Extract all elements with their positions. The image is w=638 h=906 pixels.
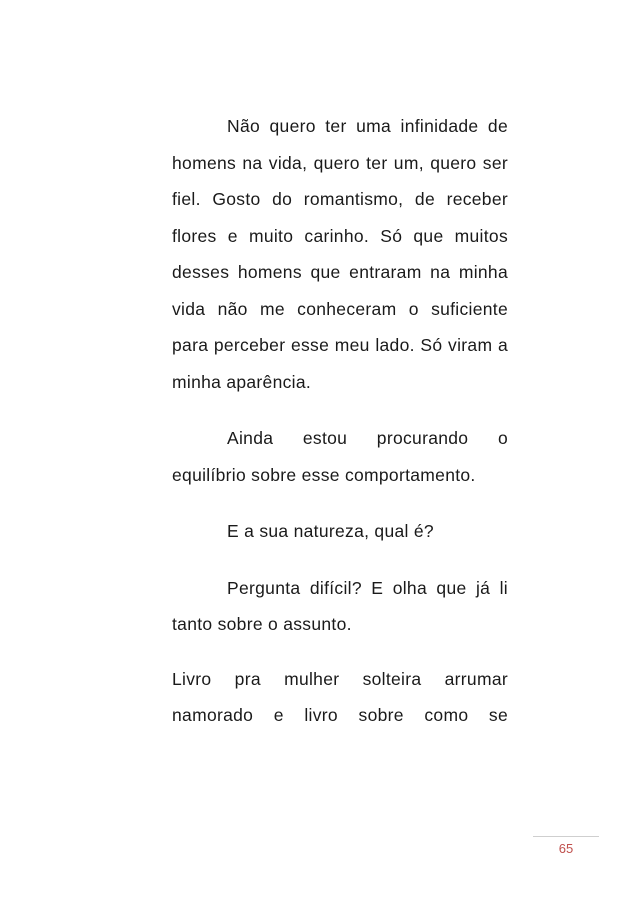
paragraph-2: Ainda estou procurando o equilíbrio sobre esse comportamento. [172,428,508,485]
paragraph-1: Não quero ter uma infinidade de homens na vida, quero ter um, quero ser fiel. Gosto do romantismo, de receber flores e muito carinho. Só que muitos desses homens que entraram na minha vida não me conheceram o suficiente para perceber esse meu lado. Só viram a minha aparência. [172,116,508,392]
footer-divider [533,836,599,837]
paragraph-5: Livro pra mulher solteira arrumar namorado e livro sobre como se [172,668,508,725]
page-number: 65 [558,841,574,856]
paragraph-4: Pergunta difícil? E olha que já li tanto sobre o assunto. [172,577,508,634]
paragraph-3: E a sua natureza, qual é? [227,521,434,541]
page-body [172,108,508,734]
